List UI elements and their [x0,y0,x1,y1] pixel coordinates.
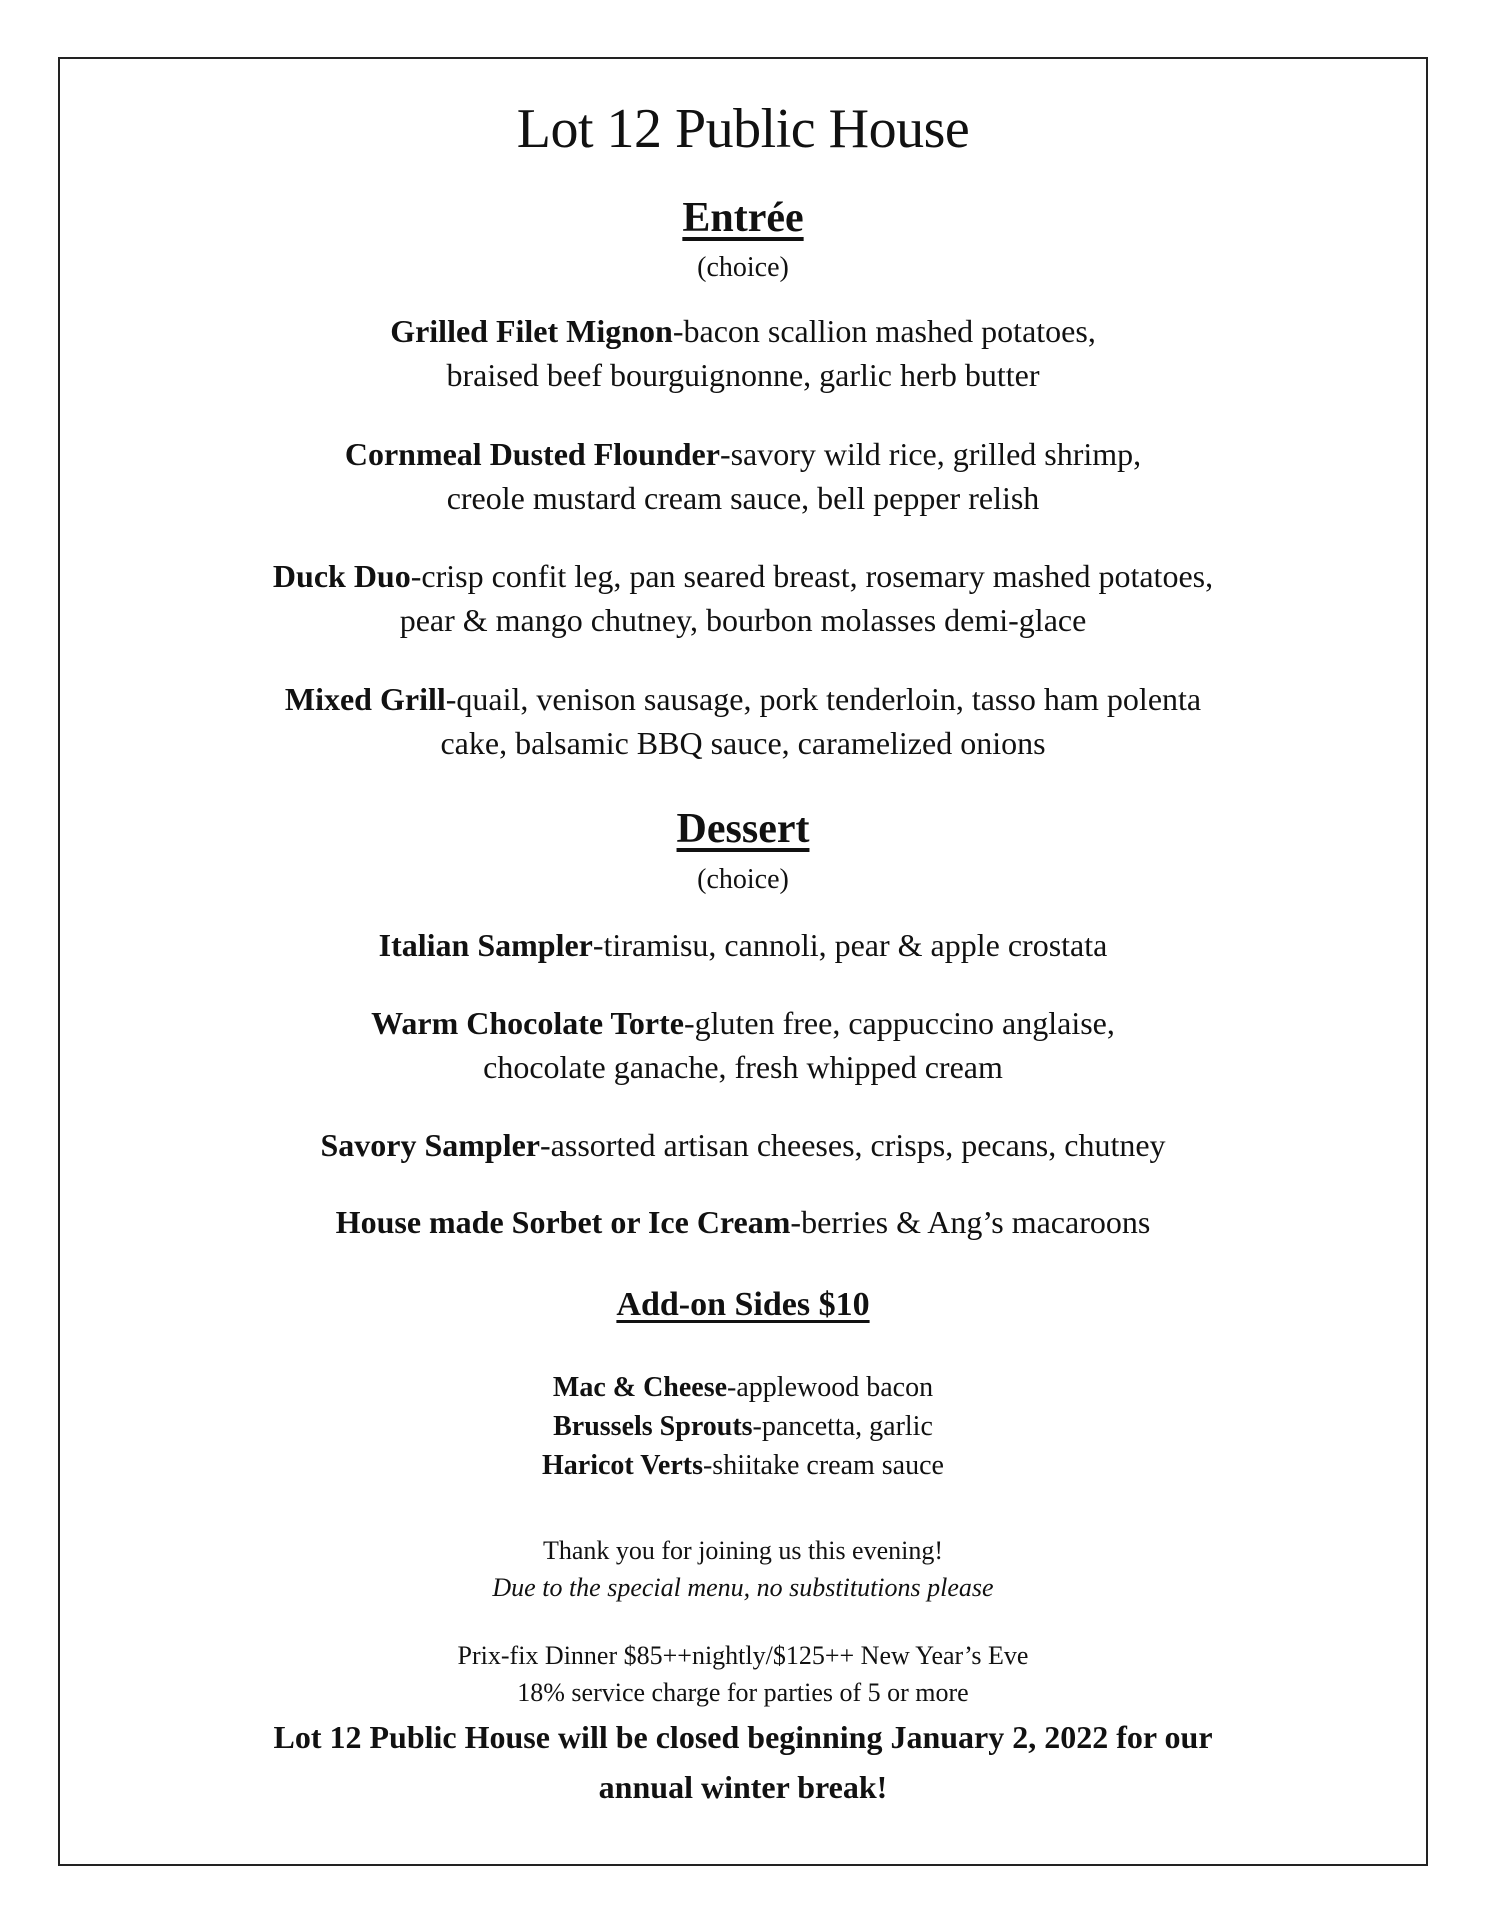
entree-item-filet-mignon [140,309,1346,397]
dessert-item-savory-sampler [140,1123,1346,1167]
side-item-name: Haricot Verts [542,1450,703,1481]
dessert-item-chocolate-torte [140,1001,1346,1089]
dessert-item-desc: -berries & Ang’s macaroons [790,1204,1151,1240]
side-item-desc: -shiitake cream sauce [702,1450,944,1481]
entree-heading: Entrée [682,195,804,241]
dessert-item-italian-sampler [140,923,1346,967]
side-item-desc: -pancetta, garlic [752,1411,933,1442]
entree-item-name: Grilled Filet Mignon [390,313,673,349]
side-item-name: Brussels Sprouts [553,1411,753,1442]
dessert-choice-note: (choice) [697,864,789,895]
entree-choice-note: (choice) [697,252,789,283]
dessert-heading: Dessert [676,806,810,852]
pricing-note [60,1637,1426,1711]
entree-item-desc: cake, balsamic BBQ sauce, caramelized onions [440,725,1046,761]
dessert-item-name: Warm Chocolate Torte [371,1005,684,1041]
substitutions-note: Due to the special menu, no substitutions please [492,1573,994,1602]
thanks-note [60,1532,1426,1606]
dessert-item-desc: -gluten free, cappuccino anglaise, [683,1005,1115,1041]
dessert-item-desc: chocolate ganache, fresh whipped cream [483,1049,1003,1085]
closing-line: annual winter break! [598,1769,888,1805]
sides-list [60,1368,1426,1485]
side-item [60,1368,1426,1407]
dessert-item-desc: -assorted artisan cheeses, crisps, pecans, chutney [540,1127,1166,1163]
entree-item-mixed-grill [140,677,1346,765]
service-charge-line: 18% service charge for parties of 5 or more [517,1678,969,1707]
entree-item-flounder [140,432,1346,520]
entree-item-desc: -quail, venison sausage, pork tenderloin, tasso ham polenta [445,681,1202,717]
menu-frame [58,57,1428,1866]
entree-item-desc: -crisp confit leg, pan seared breast, rosemary mashed potatoes, [410,558,1214,594]
restaurant-title: Lot 12 Public House [516,98,970,160]
prix-fix-line: Prix-fix Dinner $85++nightly/$125++ New Year’s Eve [457,1641,1029,1670]
side-item-name: Mac & Cheese [552,1372,728,1403]
entree-item-desc: pear & mango chutney, bourbon molasses demi-glace [399,602,1087,638]
entree-item-desc: braised beef bourguignonne, garlic herb butter [446,357,1040,393]
entree-item-desc: creole mustard cream sauce, bell pepper relish [446,480,1040,516]
closing-notice [140,1712,1346,1812]
thanks-line: Thank you for joining us this evening! [542,1536,944,1565]
entree-item-desc: -savory wild rice, grilled shrimp, [719,436,1142,472]
dessert-item-sorbet [140,1200,1346,1244]
dessert-item-desc: -tiramisu, cannoli, pear & apple crostata [592,927,1108,963]
side-item-desc: -applewood bacon [727,1372,934,1403]
dessert-item-name: Italian Sampler [378,927,593,963]
side-item [60,1407,1426,1446]
dessert-item-name: House made Sorbet or Ice Cream [335,1204,791,1240]
entree-item-name: Duck Duo [272,558,411,594]
side-item [60,1446,1426,1485]
entree-item-name: Mixed Grill [284,681,446,717]
entree-item-desc: -bacon scallion mashed potatoes, [672,313,1096,349]
sides-heading: Add-on Sides $10 [616,1286,870,1323]
dessert-item-name: Savory Sampler [320,1127,540,1163]
closing-line: Lot 12 Public House will be closed beginning January 2, 2022 for our [273,1719,1213,1755]
entree-item-name: Cornmeal Dusted Flounder [344,436,720,472]
entree-item-duck-duo [140,554,1346,642]
